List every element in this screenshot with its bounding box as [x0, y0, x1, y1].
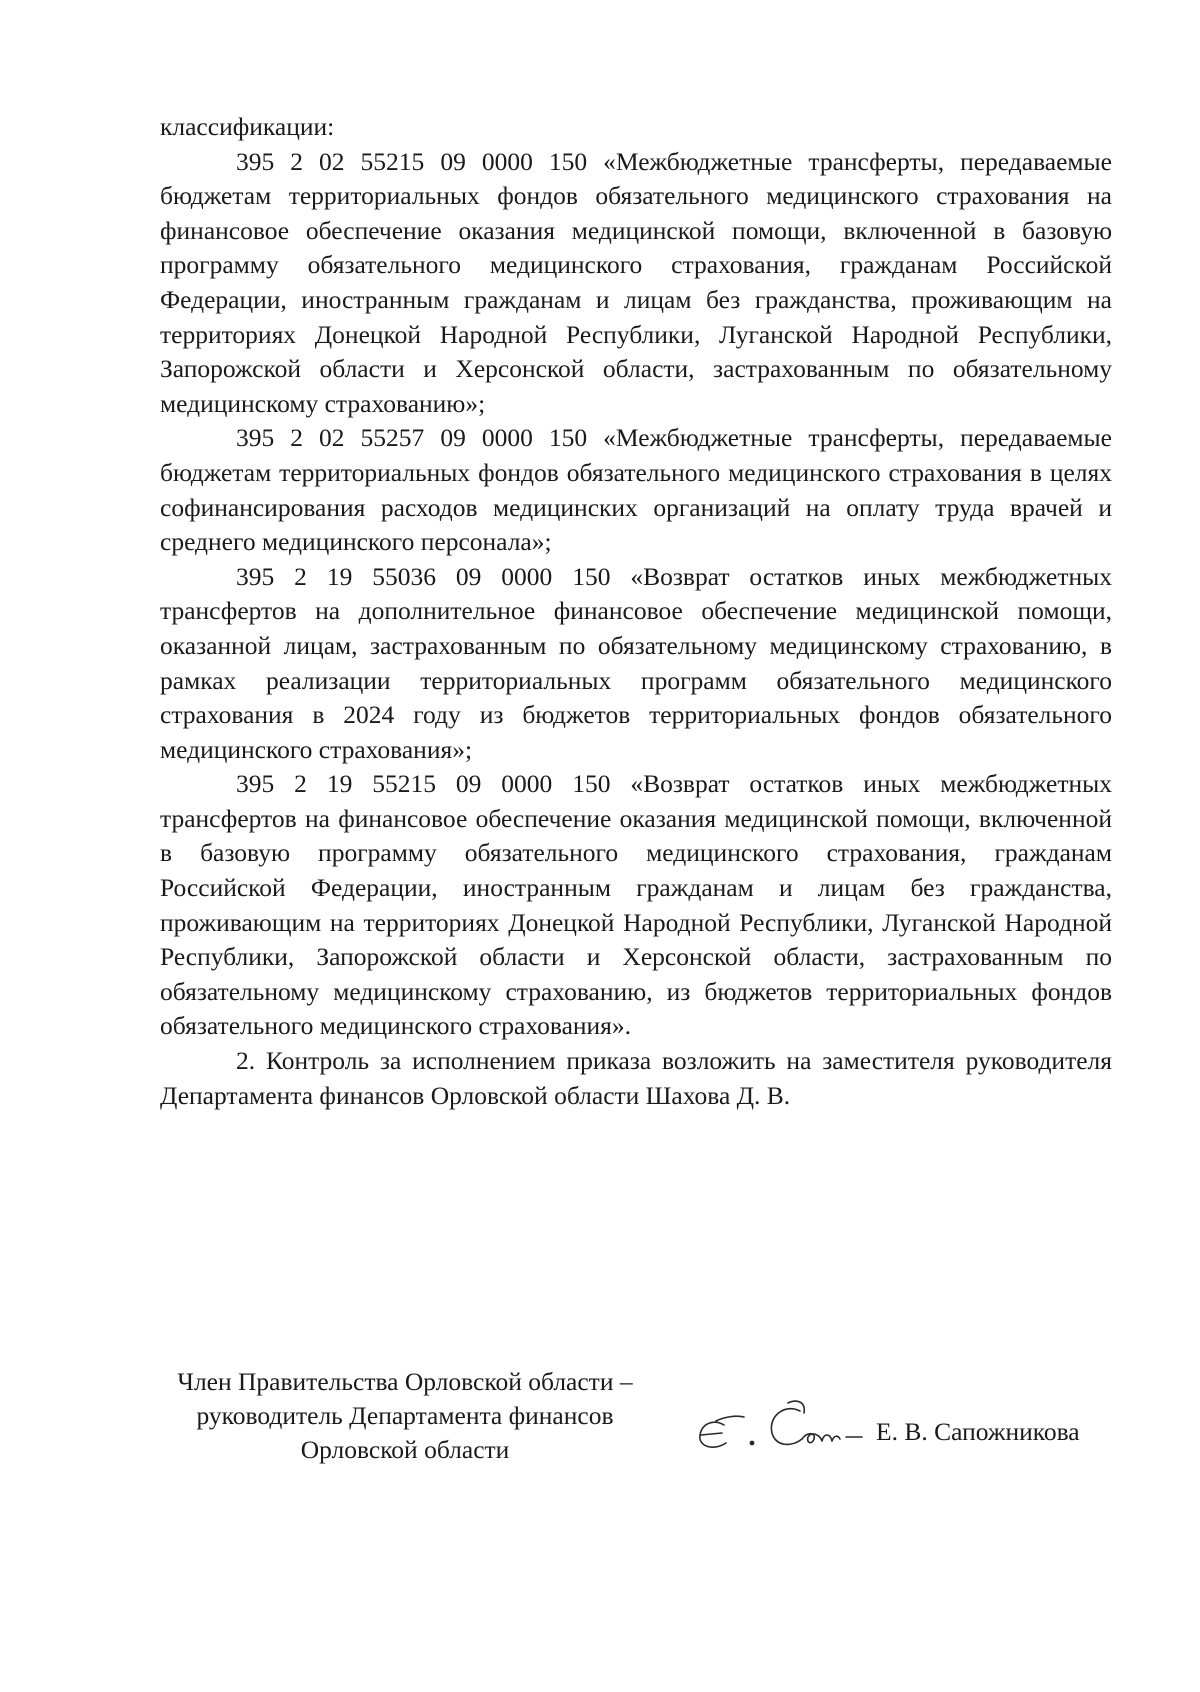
signatory-position-line-3: Орловской области	[300, 1435, 510, 1464]
paragraph-control-clause: 2. Контроль за исполнением приказа возложить на заместителя руководителя Департамента финансов Орловской области Шахова Д. В.	[160, 1046, 1112, 1110]
document-body	[160, 110, 1112, 1113]
signatory-position-line-2: руководитель Департамента финансов	[196, 1401, 614, 1430]
paragraph-code-395-2-02-55257: 395 2 02 55257 09 0000 150 «Межбюджетные трансферты, передаваемые бюджетам территориальных фондов обязательного медицинского страхования в целях софинансирования расходов медицинских организаций на оплату труда врачей и среднего медицинского персонала»;	[160, 423, 1112, 557]
signatory-position	[140, 1365, 670, 1467]
signatory-position-line-1: Член Правительства Орловской области –	[177, 1367, 633, 1396]
paragraph-code-395-2-19-55215: 395 2 19 55215 09 0000 150 «Возврат остатков иных межбюджетных трансфертов на финансовое обеспечение оказания медицинской помощи, включенной в базовую программу обязательного медицинского страхования, гражданам Российской Федерации, иностранным гражданам и лицам без гражданства, проживающим на территориях Донецкой Народной Республики, Луганской Народной Республики, Запорожской области и Херсонской области, застрахованным по обязательному медицинскому страхованию, из бюджетов территориальных фондов обязательного медицинского страхования».	[160, 769, 1112, 1041]
paragraph-continuation: классификации:	[160, 112, 335, 141]
paragraph-code-395-2-02-55215: 395 2 02 55215 09 0000 150 «Межбюджетные трансферты, передаваемые бюджетам территориальных фондов обязательного медицинского страхования на финансовое обеспечение оказания медицинской помощи, включенной в базовую программу обязательного медицинского страхования, гражданам Российской Федерации, иностранным гражданам и лицам без гражданства, проживающим на территориях Донецкой Народной Республики, Луганской Народной Республики, Запорожской области и Херсонской области, застрахованным по обязательному медицинскому страхованию»;	[160, 146, 1112, 418]
signatory-name: Е. В. Сапожникова	[876, 1417, 1080, 1446]
signature-block	[140, 1365, 1120, 1485]
paragraph-code-395-2-19-55036: 395 2 19 55036 09 0000 150 «Возврат остатков иных межбюджетных трансфертов на дополнительное финансовое обеспечение медицинской помощи, оказанной лицам, застрахованным по обязательному медицинскому страхованию, в рамках реализации территориальных программ обязательного медицинского страхования в 2024 году из бюджетов территориальных фондов обязательного медицинского страхования»;	[160, 561, 1112, 764]
handwritten-signature	[680, 1373, 900, 1463]
